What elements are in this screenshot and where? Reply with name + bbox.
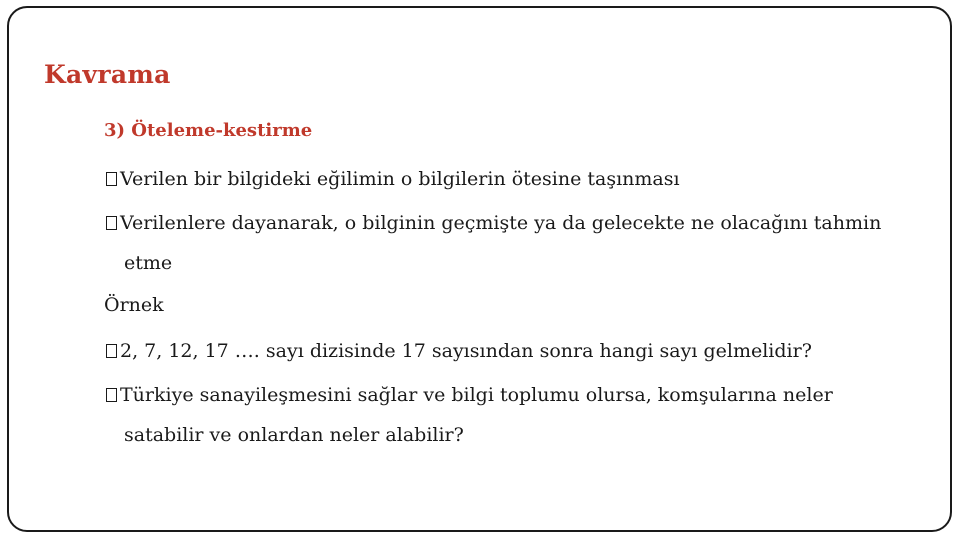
bullet-item (106, 168, 680, 190)
bullet-box-icon (106, 388, 117, 402)
slide-title: Kavrama (44, 60, 171, 89)
bullet-box-icon (106, 216, 117, 230)
example-bullet-item (106, 384, 833, 406)
slide-subtitle: 3) Öteleme-kestirme (104, 120, 313, 141)
bullet-box-icon (106, 172, 117, 186)
example-bullet-continuation: satabilir ve onlardan neler alabilir? (124, 424, 464, 446)
bullet-box-icon (106, 344, 117, 358)
example-bullet-text: 2, 7, 12, 17 …. sayı dizisinde 17 sayısından sonra hangi sayı gelmelidir? (120, 340, 812, 362)
bullet-continuation: etme (124, 252, 173, 274)
example-bullet-item (106, 340, 812, 362)
example-heading: Örnek (104, 294, 164, 316)
bullet-item (106, 212, 881, 234)
example-bullet-text: Türkiye sanayileşmesini sağlar ve bilgi toplumu olursa, komşularına neler (120, 384, 833, 406)
bullet-text: Verilenlere dayanarak, o bilginin geçmişte ya da gelecekte ne olacağını tahmin (120, 212, 882, 234)
bullet-text: Verilen bir bilgideki eğilimin o bilgilerin ötesine taşınması (120, 168, 680, 190)
